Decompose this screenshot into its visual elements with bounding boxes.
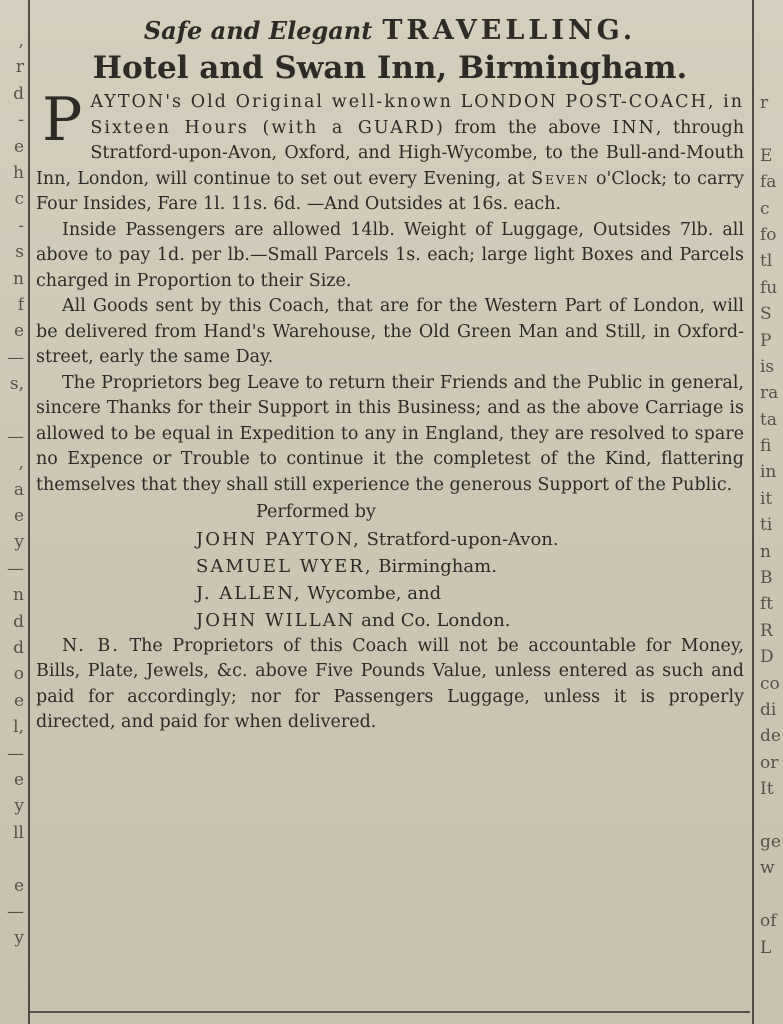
margin-fragment: - [18,110,24,131]
right-adjacent-column-fragment [760,90,782,961]
margin-fragment: co [760,673,780,694]
margin-fragment: d [13,637,24,658]
margin-fragment: e [13,136,24,157]
margin-fragment: y [14,532,24,553]
paragraph-nota-bene: N. B. The Proprietors of this Coach will not be accountable for Money, Bills, Plate, Jewels, &c. above Five Pounds Value, unless entered as such and paid for accordingly; nor for Passengers Luggage, unless it is properly directed, and paid for when delivered. [36,635,744,732]
paragraph-thanks: The Proprietors beg Leave to return their Friends and the Public in general, sincere Thanks for their Support in this Business; and as the above Carriage is allowed to be equal in Expedition to any in England, they are resolved to spare no Expence or Trouble to continue it the completest of the Kind, flattering themselves that they shall still experience the generous Support of the Public. [36,372,744,495]
margin-fragment: ll [13,822,24,843]
margin-fragment: in [760,462,777,483]
proprietor-line: J. ALLEN, Wycombe, and [196,582,442,604]
margin-fragment: or [760,752,779,773]
margin-fragment [760,116,782,142]
margin-fragment: de [760,726,781,747]
margin-fragment: fu [760,277,778,298]
margin-fragment: is [760,356,775,377]
margin-fragment: L [760,937,772,958]
nb-label: N. B. [62,635,120,656]
margin-fragment: of [760,911,777,932]
margin-fragment: fi [760,436,772,457]
margin-fragment: D [760,647,774,668]
margin-fragment: e [13,875,24,896]
advertisement-column [36,14,744,736]
margin-fragment: — [7,347,24,368]
performers-block [36,500,744,634]
margin-fragment: — [7,901,24,922]
margin-fragment: f [17,294,24,315]
margin-fragment: d [13,83,24,104]
margin-fragment: y [14,796,24,817]
advert-tagline: Safe and Elegant [143,16,373,45]
paragraph-luggage: Inside Passengers are allowed 14lb. Weight of Luggage, Outsides 7lb. all above to pay 1d. per lb.—Small Parcels 1s. each; large light Boxes and Parcels charged in Proportion to their Size. [36,219,744,291]
margin-fragment: di [760,699,777,720]
margin-fragment: n [13,268,24,289]
margin-fragment: n [760,541,771,562]
margin-fragment: — [7,743,24,764]
margin-fragment: fo [760,224,777,245]
margin-fragment: y [14,928,24,949]
hotel-heading: Hotel and Swan Inn, Birmingham. [92,50,688,86]
proprietor-line: SAMUEL WYER, Birmingham. [196,555,497,577]
margin-fragment: , [18,453,24,474]
margin-fragment: r [15,57,24,78]
margin-fragment: — [7,558,24,579]
proprietor-line: JOHN PAYTON, Stratford-upon-Avon. [196,528,559,550]
bottom-rule [30,1011,750,1013]
margin-fragment: e [13,506,24,527]
margin-fragment: It [760,779,774,800]
margin-fragment: it [760,488,773,509]
right-column-rule [752,0,754,1024]
proprietor-line: JOHN WILLAN and Co. London. [196,609,511,631]
margin-fragment: tl [760,251,773,272]
margin-fragment [2,397,24,423]
margin-fragment: c [14,189,24,210]
margin-fragment [760,803,782,829]
margin-fragment: P [760,330,772,351]
margin-fragment: d [13,611,24,632]
margin-fragment: c [760,198,770,219]
advert-tagline-caps: TRAVELLING. [382,15,637,46]
margin-fragment: E [760,145,773,166]
margin-fragment: ra [760,383,779,404]
paragraph-goods: All Goods sent by this Coach, that are for the Western Part of London, will be delivered from Hand's Warehouse, the Old Green Man and Still, in Oxford-street, early the same Day. [36,296,744,367]
advert-body [36,85,744,736]
advert-heading [36,14,744,48]
margin-fragment: s [15,242,24,263]
margin-fragment: h [13,162,24,183]
margin-fragment: e [13,769,24,790]
margin-fragment: ge [760,831,781,852]
margin-fragment: R [760,620,773,641]
margin-fragment: , [18,31,24,51]
margin-fragment: e [13,321,24,342]
margin-fragment: S [760,304,772,325]
margin-fragment: ti [760,515,773,536]
left-column-rule [28,0,30,1024]
margin-fragment: fa [760,172,777,193]
drop-cap: P [42,85,83,155]
margin-fragment: w [760,858,775,879]
paragraph-coach-service: PAYTON's Old Original well-known LONDON POST-COACH, in Sixteen Hours (with a GUARD) from the above INN, through Stratford-upon-Avon, Oxford, and High-Wycombe, to the Bull-and-Mouth Inn, London, will continue to set out every Evening, at Seven o'Clock; to carry Four Insides, Fare 1l. 11s. 6d. —And Outsides at 16s. each. [36,85,744,214]
margin-fragment: s, [9,374,24,395]
margin-fragment [2,846,24,872]
margin-fragment [760,882,782,908]
margin-fragment: ft [760,594,774,615]
margin-fragment: — [7,426,24,447]
margin-fragment: o [13,664,24,685]
margin-fragment: r [760,93,769,113]
margin-fragment: a [13,479,24,500]
left-adjacent-column-fragment [2,28,24,952]
margin-fragment: n [13,585,24,606]
performed-by-label: Performed by [256,502,376,522]
margin-fragment: e [13,690,24,711]
margin-fragment: - [18,215,24,236]
margin-fragment: B [760,568,773,589]
margin-fragment: l, [13,717,24,738]
margin-fragment: ta [760,409,777,430]
